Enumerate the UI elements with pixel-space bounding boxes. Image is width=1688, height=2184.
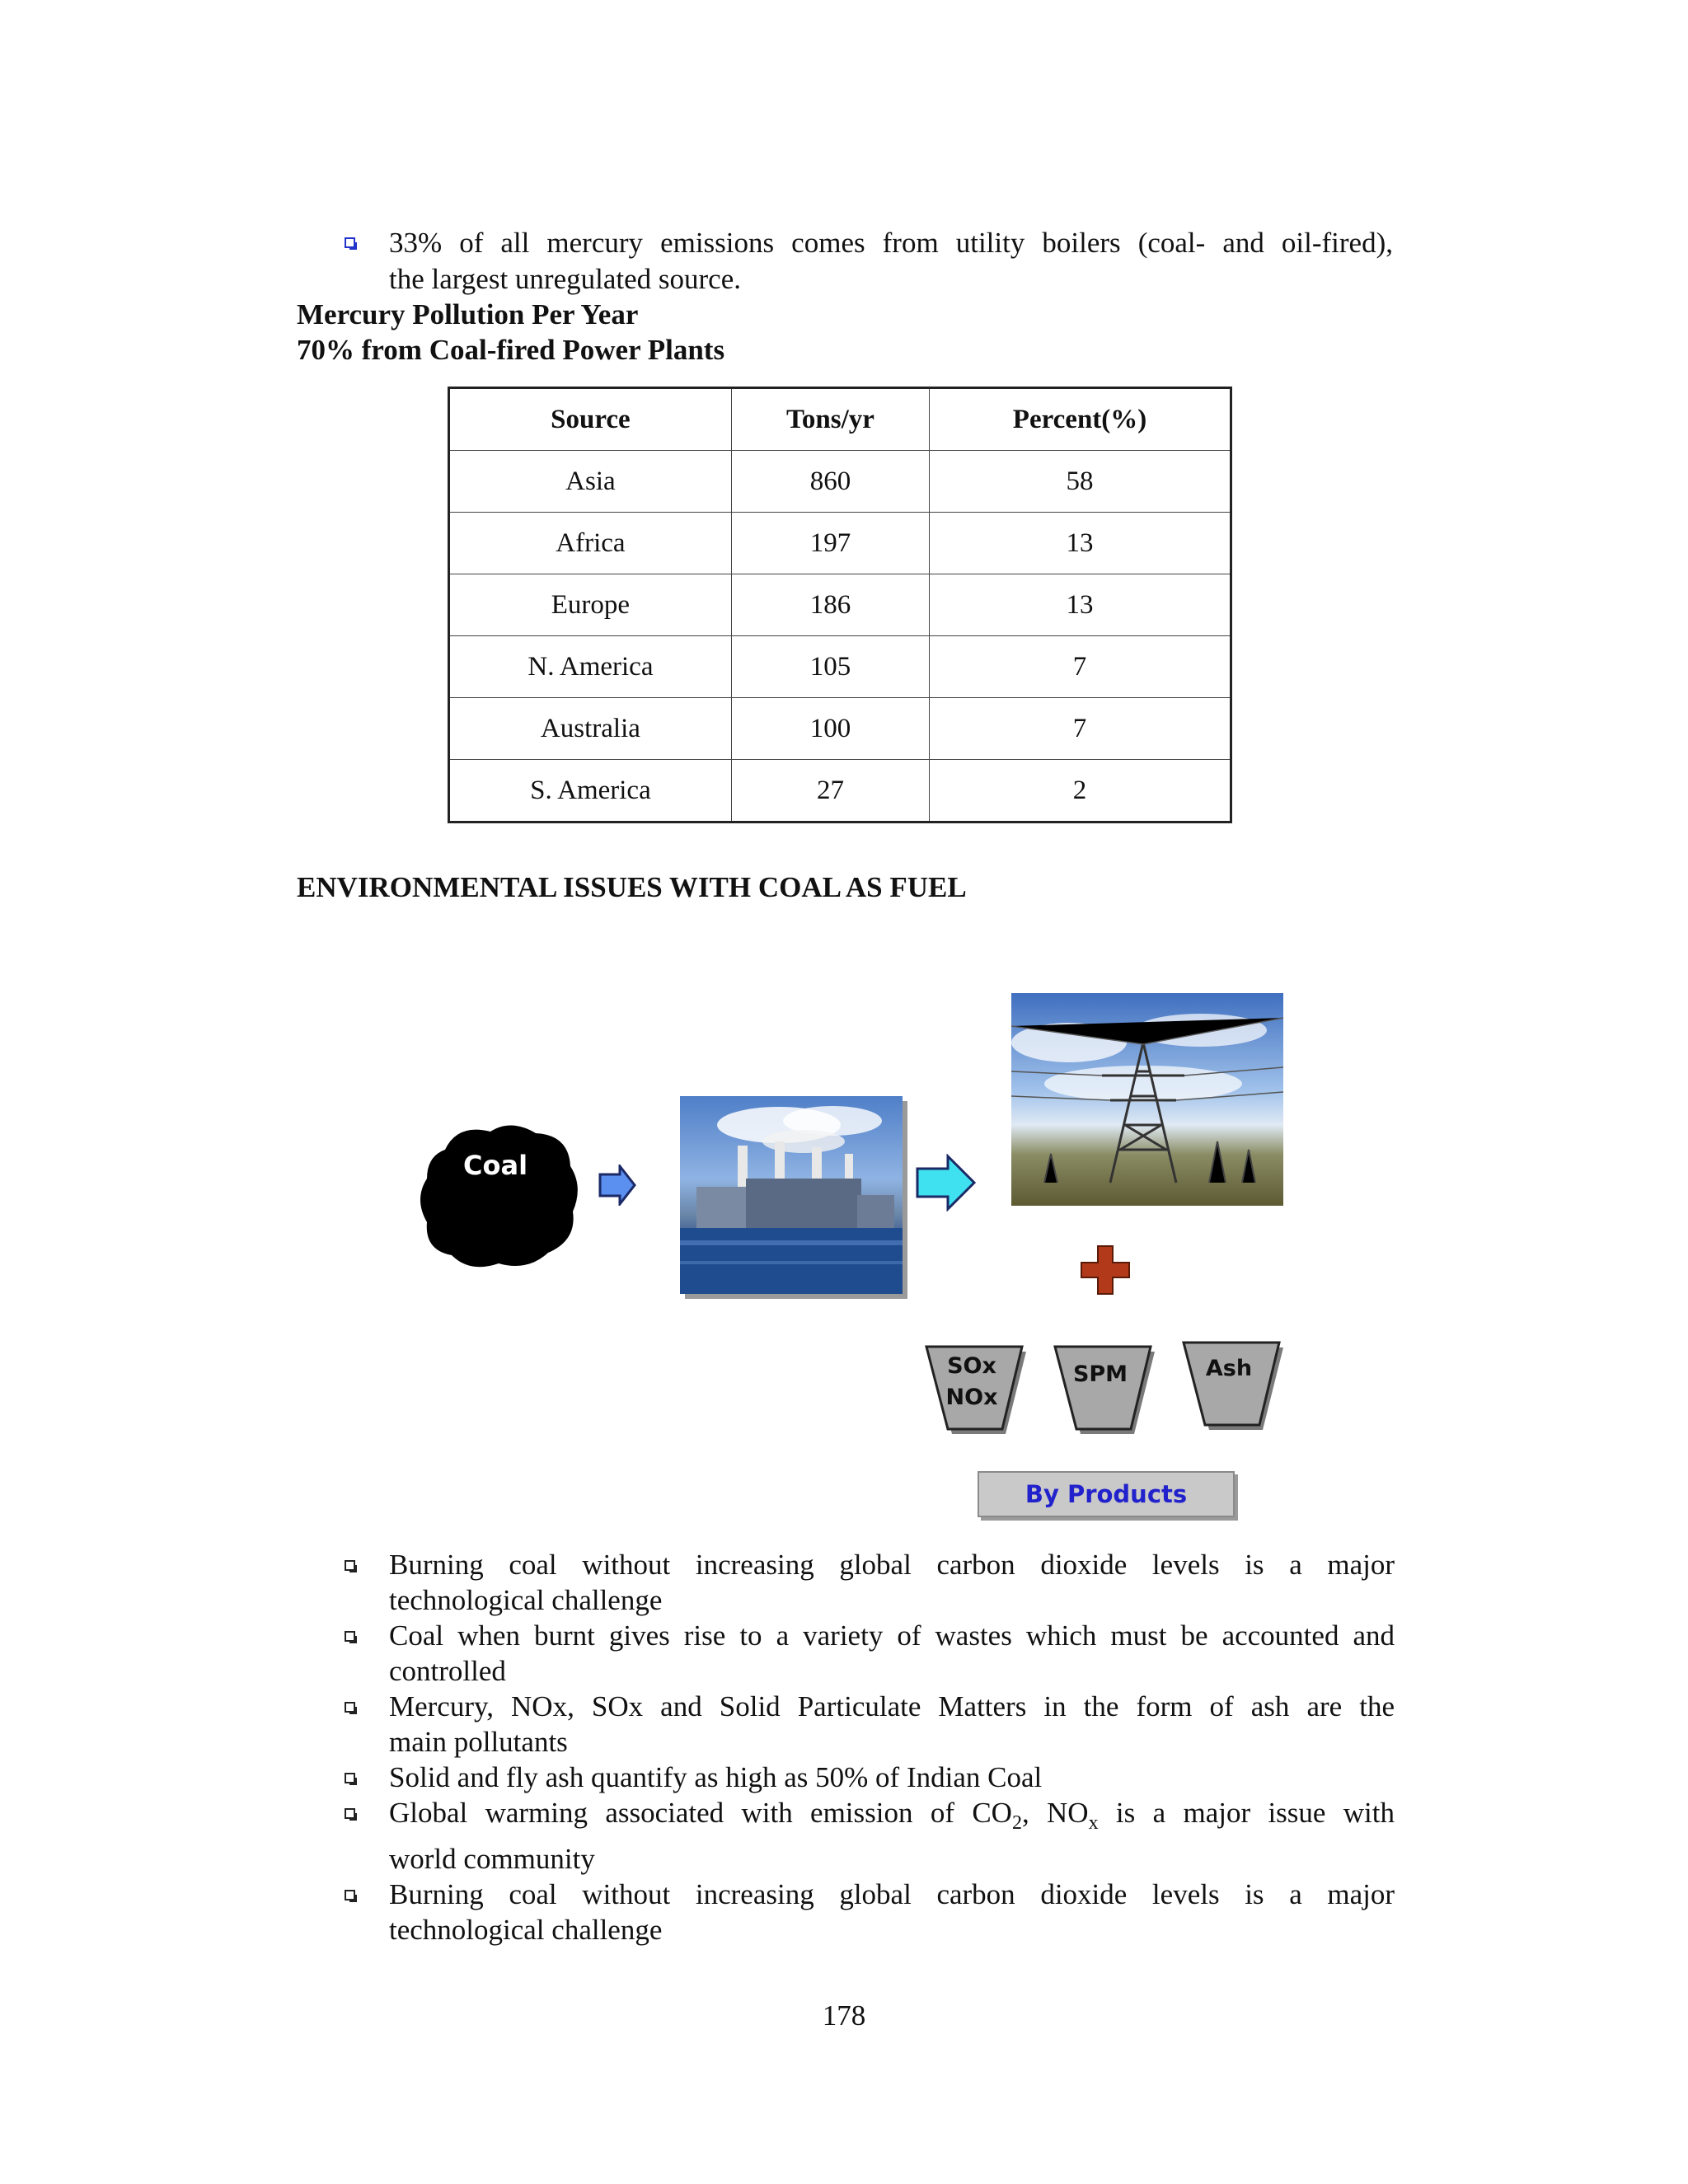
heading-coal-fired: 70% from Coal-fired Power Plants	[297, 334, 725, 366]
list-item-line: Coal when burnt gives rise to a variety of wastes which must be accounted and	[389, 1619, 1395, 1652]
bullet-icon	[345, 1890, 355, 1900]
table-cell: 186	[731, 574, 929, 636]
list-item	[340, 1618, 1395, 1689]
list-item	[340, 1760, 1395, 1795]
byproducts-label: By Products	[978, 1471, 1235, 1517]
list-item-line: controlled	[389, 1655, 506, 1687]
bullet-icon	[345, 237, 355, 248]
bullet-icon	[345, 1631, 355, 1642]
list-item-line: Burning coal without increasing global carbon dioxide levels is a major	[389, 1878, 1395, 1910]
byproduct-ash-label: Ash	[1205, 1356, 1253, 1381]
list-item	[340, 1795, 1395, 1877]
bullet-icon	[345, 1702, 355, 1713]
table-row	[449, 636, 1231, 698]
plus-icon	[1080, 1244, 1131, 1296]
byproduct-spm-label: SPM	[1072, 1361, 1128, 1387]
table-cell: Asia	[449, 451, 732, 513]
table-cell: Europe	[449, 574, 732, 636]
mercury-table	[448, 387, 1232, 823]
table-cell: 860	[731, 451, 929, 513]
table-row	[449, 451, 1231, 513]
table-header-row	[449, 388, 1231, 451]
byproduct-nox-label: NOx	[945, 1385, 998, 1410]
byproduct-sox-label: SOx	[947, 1353, 996, 1379]
list-item	[340, 1877, 1395, 1947]
list-item-line: world community	[389, 1843, 595, 1875]
table-header-cell: Tons/yr	[731, 388, 929, 451]
table-cell: 100	[731, 698, 929, 760]
page-number: 178	[822, 1999, 866, 2032]
transmission-tower-image	[1011, 993, 1283, 1206]
table-cell: 58	[930, 451, 1231, 513]
byproduct-ash	[1180, 1339, 1287, 1430]
table-cell: Africa	[449, 513, 732, 574]
table-row	[449, 698, 1231, 760]
bullet-icon	[345, 1560, 355, 1571]
heading-mercury-pollution: Mercury Pollution Per Year	[297, 298, 639, 330]
bullet-icon	[345, 1808, 355, 1819]
table-header-cell: Source	[449, 388, 732, 451]
list-item-line: Burning coal without increasing global carbon dioxide levels is a major	[389, 1549, 1395, 1581]
list-item	[340, 1689, 1395, 1760]
table-header-cell: Percent(%)	[930, 388, 1231, 451]
table-cell: S. America	[449, 760, 732, 823]
table-cell: Australia	[449, 698, 732, 760]
table-cell: 13	[930, 574, 1231, 636]
subscript: 2	[1011, 1812, 1022, 1834]
coal-process-diagram	[387, 985, 1327, 1529]
list-item-text: Global warming associated with emission of CO	[389, 1797, 1012, 1829]
list-item-line: main pollutants	[389, 1726, 568, 1758]
arrow-right-icon	[598, 1165, 636, 1206]
bullet-icon	[345, 1773, 355, 1783]
table-cell: 7	[930, 698, 1231, 760]
list-item	[340, 1547, 1395, 1618]
list-item-line: technological challenge	[389, 1914, 663, 1946]
list-item-line	[389, 1795, 1395, 1841]
power-plant-image	[680, 1096, 903, 1294]
intro-bullet-line2: the largest unregulated source.	[389, 263, 741, 295]
list-item-text: , NO	[1021, 1797, 1089, 1829]
table-cell: 13	[930, 513, 1231, 574]
byproduct-sox-nox	[923, 1343, 1030, 1434]
intro-bullet-line1: 33% of all mercury emissions comes from utility boilers (coal- and oil-fired),	[389, 227, 1393, 259]
coal-label: Coal	[463, 1150, 528, 1181]
list-item-line: Mercury, NOx, SOx and Solid Particulate Matters in the form of ash are the	[389, 1690, 1395, 1722]
table-cell: 27	[731, 760, 929, 823]
table-cell: N. America	[449, 636, 732, 698]
table-row	[449, 513, 1231, 574]
list-item-text: is a major issue with	[1098, 1797, 1395, 1829]
table-row	[449, 760, 1231, 823]
list-item-line: technological challenge	[389, 1584, 663, 1616]
table-cell: 2	[930, 760, 1231, 823]
arrow-right-icon	[915, 1154, 977, 1212]
subscript: x	[1088, 1812, 1099, 1834]
issues-bullet-list	[340, 1547, 1395, 1947]
coal-cloud-icon	[412, 1117, 585, 1273]
list-item-line: Solid and fly ash quantify as high as 50% of Indian Coal	[389, 1761, 1043, 1793]
table-cell: 197	[731, 513, 929, 574]
section-title: ENVIRONMENTAL ISSUES WITH COAL AS FUEL	[297, 871, 967, 903]
byproduct-spm	[1052, 1343, 1159, 1434]
table-cell: 7	[930, 636, 1231, 698]
table-cell: 105	[731, 636, 929, 698]
table-row	[449, 574, 1231, 636]
